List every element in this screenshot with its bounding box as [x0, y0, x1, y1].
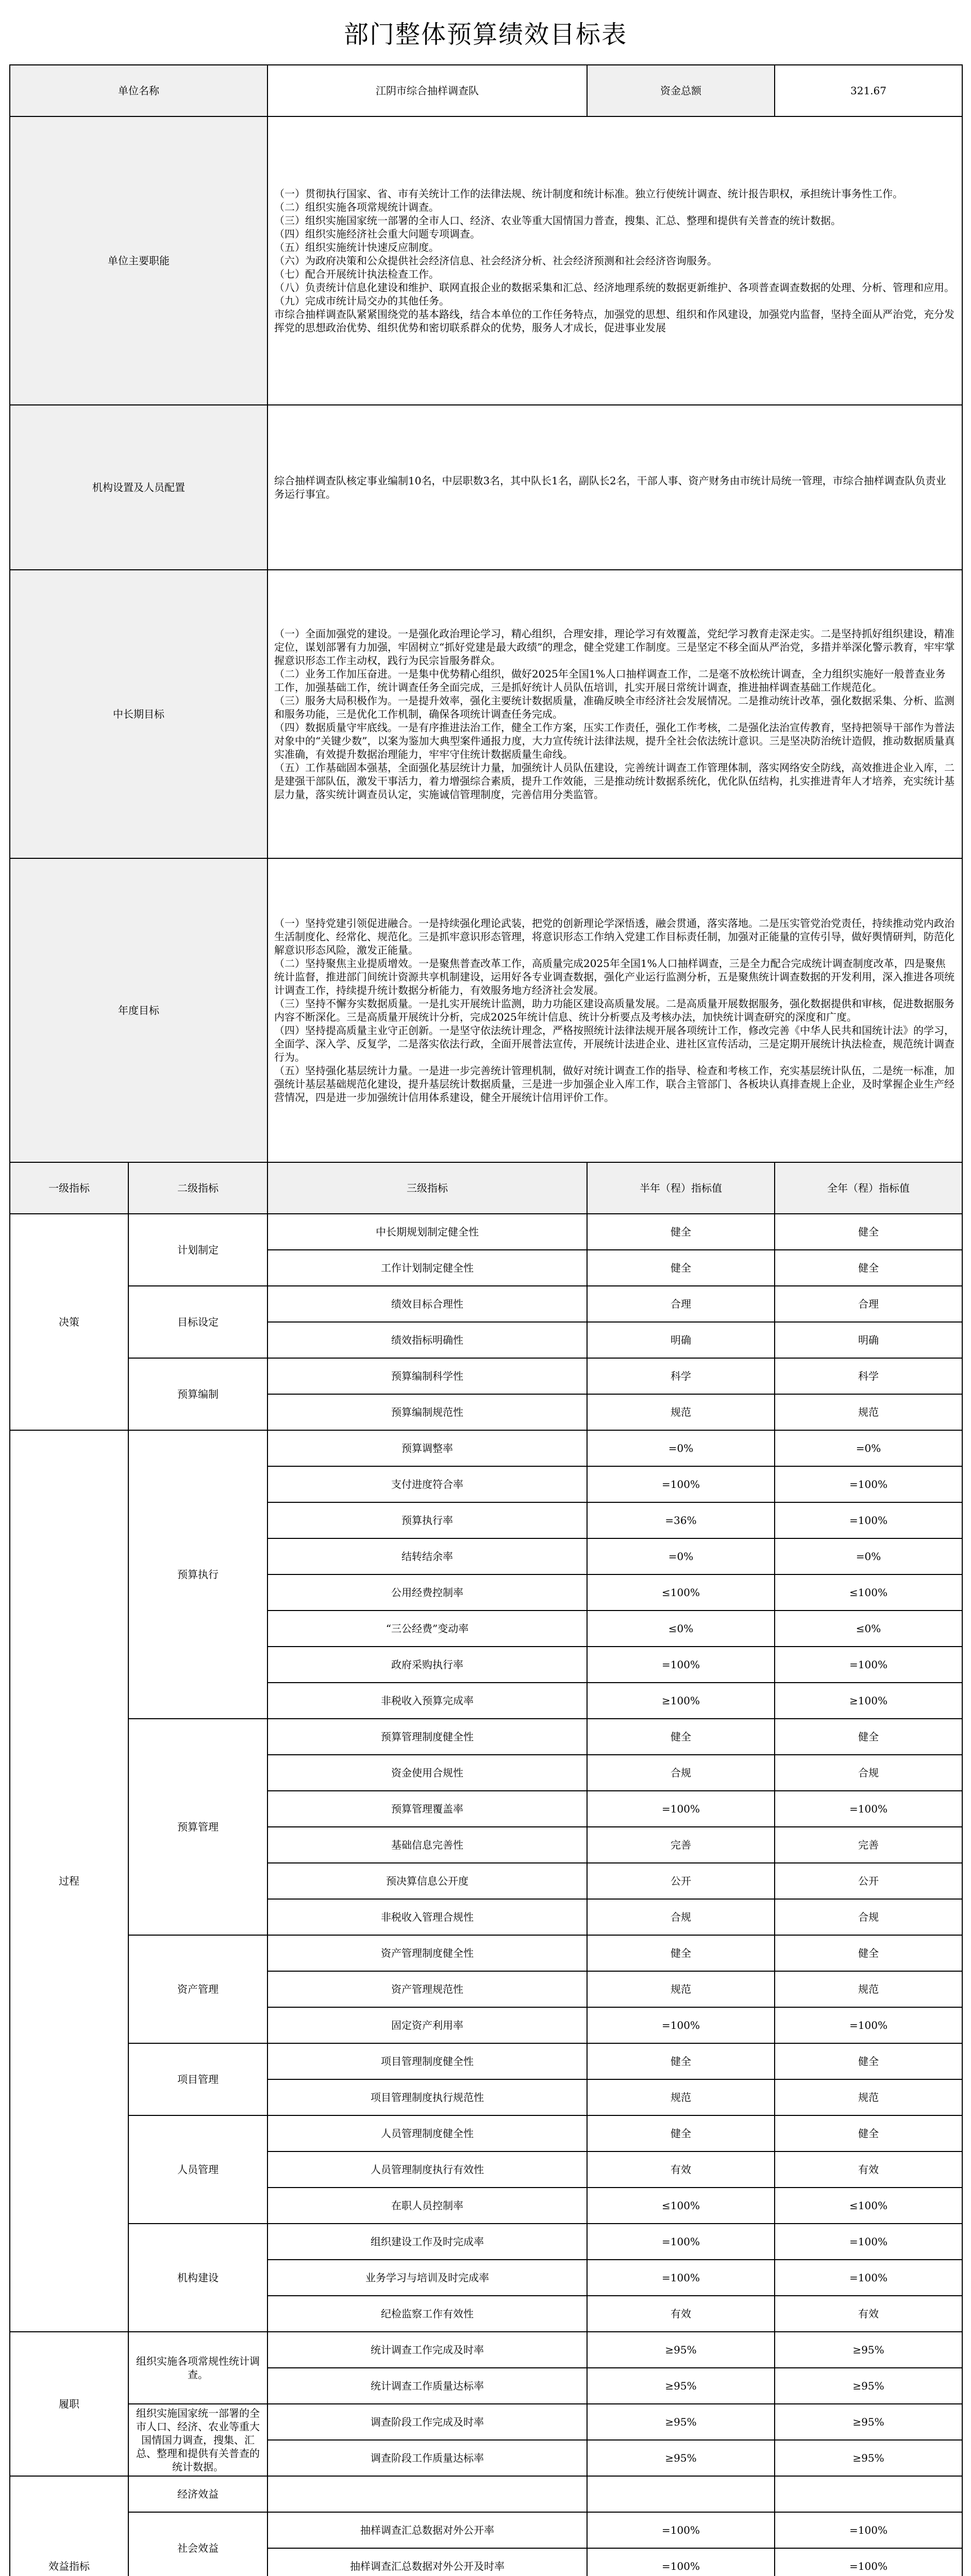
mid-goal-para: （五）工作基础固本强基，全面强化基层统计力量，加强统计人员队伍建设，完善统计调查工作管理体制，落实网络安全防线，高效推进企业入库，二是建强干部队伍，激发干事活力，着力增强综合素质，提升工作效能，三是推动统计数据系统化，优化队伍结构，扎实推进青年人才培养，充实统计基层力量，落实统计调查员认定，实施诚信管理制度，完善信用分类监管。 — [274, 761, 955, 801]
full-year-value: ≤0% — [775, 1611, 962, 1647]
half-year-value: 有效 — [587, 2296, 775, 2332]
half-year-value: ≤0% — [587, 1611, 775, 1647]
level3-indicator: 项目管理制度健全性 — [267, 2043, 587, 2079]
org-text: 综合抽样调查队核定事业编制10名，中层职数3名，其中队长1名，副队长2名，干部人事、资产财务由市统计局统一管理，市综合抽样调查队负责业务运行事宜。 — [267, 405, 962, 570]
full-year-value: =100% — [775, 2548, 962, 2576]
full-year-value: 健全 — [775, 2115, 962, 2151]
indicator-row — [10, 2224, 962, 2260]
duties-para: 市综合抽样调查队紧紧围绕党的基本路线，结合本单位的工作任务特点，加强党的思想、组织和作风建设，加强党内监督，坚持全面从严治党，充分发挥党的思想政治优势、组织优势和密切联系群众的优势，服务人才成长，促进事业发展 — [274, 308, 955, 334]
half-year-value: 健全 — [587, 1214, 775, 1250]
indicator-row — [10, 1286, 962, 1322]
half-year-value: 公开 — [587, 1863, 775, 1899]
full-year-value: 健全 — [775, 1719, 962, 1755]
full-year-value: =100% — [775, 1791, 962, 1827]
level2-indicator: 目标设定 — [128, 1286, 267, 1358]
full-year-value: 合理 — [775, 1286, 962, 1322]
level3-indicator: “三公经费”变动率 — [267, 1611, 587, 1647]
year-goal-para: （四）坚持提高质量主业守正创新。一是坚守依法统计理念，严格按照统计法律法规开展各项统计工作，修改完善《中华人民共和国统计法》的学习，全面学、深入学、反复学，二是落实依法行政，全面开展普法宣传，开展统计法进企业、进社区宣传活动，三是定期开展统计执法检查，规范统计调查行为。 — [274, 1024, 955, 1063]
half-year-value: 合理 — [587, 1286, 775, 1322]
full-year-value: 健全 — [775, 1250, 962, 1286]
level3-indicator: 绩效指标明确性 — [267, 1322, 587, 1358]
full-year-value: 有效 — [775, 2151, 962, 2188]
level2-indicator: 计划制定 — [128, 1214, 267, 1286]
half-year-value: 完善 — [587, 1827, 775, 1863]
half-year-value: 健全 — [587, 2115, 775, 2151]
budget-table — [9, 64, 963, 2576]
full-year-value: =100% — [775, 1502, 962, 1538]
mid-goal-para: （一）全面加强党的建设。一是强化政治理论学习，精心组织，合理安排，理论学习有效覆盖，党纪学习教育走深走实。二是坚持抓好组织建设，精准定位，谋划部署有力加强，牢固树立“抓好党建是最大政绩”的理念，健全党建工作制度。三是坚定不移全面从严治党，多措并举深化警示教育，牢牢掌握意识形态工作主动权，践行为民宗旨服务群众。 — [274, 628, 955, 667]
year-goal-para: （二）坚持聚焦主业提质增效。一是聚焦普查改革工作，高质量完成2025年全国1%人口抽样调查，三是全力配合完成统计调查制度改革，四是聚焦统计监督，推进部门间统计资源共享机制建设，运用好各专业调查数据，强化产业运行监测分析，五是聚焦统计调查数据的开发利用，深入推进各项统计调查工作，持续提升统计数据分析能力，有效服务地方经济社会发展。 — [274, 957, 955, 996]
half-year-value: 规范 — [587, 1971, 775, 2007]
level3-indicator: 调查阶段工作完成及时率 — [267, 2404, 587, 2440]
duties-para: （一）贯彻执行国家、省、市有关统计工作的法律法规、统计制度和统计标准。独立行使统计调查、统计报告职权，承担统计事务性工作。 — [274, 188, 903, 200]
level3-indicator: 纪检监察工作有效性 — [267, 2296, 587, 2332]
half-year-value: 规范 — [587, 1394, 775, 1430]
full-year-value: =100% — [775, 2512, 962, 2548]
level3-indicator: 预算管理制度健全性 — [267, 1719, 587, 1755]
indicator-row — [10, 1214, 962, 1250]
level3-indicator — [267, 2476, 587, 2512]
header-full-year: 全年（程）指标值 — [775, 1162, 962, 1214]
indicator-row — [10, 2404, 962, 2440]
duties-para: （九）完成市统计局交办的其他任务。 — [274, 295, 449, 307]
level3-indicator: 统计调查工作质量达标率 — [267, 2368, 587, 2404]
level3-indicator: 统计调查工作完成及时率 — [267, 2332, 587, 2368]
level3-indicator: 资产管理制度健全性 — [267, 1935, 587, 1971]
level3-indicator: 非税收入管理合规性 — [267, 1899, 587, 1935]
full-year-value: 健全 — [775, 1214, 962, 1250]
half-year-value: ≥95% — [587, 2332, 775, 2368]
level3-indicator: 资产管理规范性 — [267, 1971, 587, 2007]
full-year-value: 公开 — [775, 1863, 962, 1899]
mid-goals-label: 中长期目标 — [10, 570, 267, 858]
level1-indicator: 效益指标 — [10, 2476, 128, 2576]
half-year-value: =100% — [587, 1791, 775, 1827]
level1-indicator: 履职 — [10, 2332, 128, 2476]
half-year-value: 明确 — [587, 1322, 775, 1358]
full-year-value: ≤100% — [775, 2188, 962, 2224]
mid-goals-text — [267, 570, 962, 858]
full-year-value: =0% — [775, 1538, 962, 1574]
half-year-value: 规范 — [587, 2079, 775, 2115]
level3-indicator: 工作计划制定健全性 — [267, 1250, 587, 1286]
duties-label: 单位主要职能 — [10, 116, 267, 405]
level3-indicator: 中长期规划制定健全性 — [267, 1214, 587, 1250]
full-year-value: 规范 — [775, 1971, 962, 2007]
fund-total-label: 资金总额 — [587, 65, 775, 116]
full-year-value: 健全 — [775, 1935, 962, 1971]
half-year-value: ≥100% — [587, 1683, 775, 1719]
indicator-row — [10, 1719, 962, 1755]
full-year-value: =100% — [775, 1647, 962, 1683]
level2-indicator: 预算管理 — [128, 1719, 267, 1935]
half-year-value: ≥95% — [587, 2404, 775, 2440]
duties-para: （七）配合开展统计执法检查工作。 — [274, 268, 439, 280]
indicator-row — [10, 2512, 962, 2548]
header-level3: 三级指标 — [267, 1162, 587, 1214]
full-year-value: ≤100% — [775, 1574, 962, 1611]
header-half-year: 半年（程）指标值 — [587, 1162, 775, 1214]
level3-indicator: 公用经费控制率 — [267, 1574, 587, 1611]
duties-para: （四）组织实施经济社会重大问题专项调查。 — [274, 228, 480, 240]
full-year-value: =100% — [775, 2260, 962, 2296]
level1-indicator: 过程 — [10, 1430, 128, 2332]
full-year-value: =100% — [775, 2007, 962, 2043]
half-year-value — [587, 2476, 775, 2512]
unit-name-value: 江阴市综合抽样调查队 — [267, 65, 587, 116]
level3-indicator: 资金使用合规性 — [267, 1755, 587, 1791]
level3-indicator: 预算编制科学性 — [267, 1358, 587, 1394]
half-year-value: ≤100% — [587, 1574, 775, 1611]
duties-para: （六）为政府决策和公众提供社会经济信息、社会经济分析、社会经济预测和社会经济咨询服务。 — [274, 255, 717, 267]
half-year-value: 有效 — [587, 2151, 775, 2188]
level2-indicator: 预算编制 — [128, 1358, 267, 1430]
level3-indicator: 预算管理覆盖率 — [267, 1791, 587, 1827]
level3-indicator: 预决算信息公开度 — [267, 1863, 587, 1899]
level2-indicator: 组织实施各项常规性统计调查。 — [128, 2332, 267, 2404]
half-year-value: 健全 — [587, 1935, 775, 1971]
half-year-value: =100% — [587, 1466, 775, 1502]
level3-indicator: 基础信息完善性 — [267, 1827, 587, 1863]
level2-indicator: 机构建设 — [128, 2224, 267, 2332]
full-year-value: 合规 — [775, 1755, 962, 1791]
indicator-row — [10, 1358, 962, 1394]
half-year-value: =100% — [587, 2224, 775, 2260]
half-year-value: 合规 — [587, 1899, 775, 1935]
full-year-value: =100% — [775, 1466, 962, 1502]
full-year-value: 健全 — [775, 2043, 962, 2079]
full-year-value: 合规 — [775, 1899, 962, 1935]
half-year-value: =0% — [587, 1430, 775, 1466]
full-year-value: =100% — [775, 2224, 962, 2260]
half-year-value: 科学 — [587, 1358, 775, 1394]
level3-indicator: 固定资产利用率 — [267, 2007, 587, 2043]
level2-indicator: 人员管理 — [128, 2115, 267, 2224]
mid-goal-para: （二）业务工作加压奋进。一是集中优势精心组织，做好2025年全国1%人口抽样调查工作，二是毫不放松统计调查，全力组织实施好一般普查业务工作，加强基础工作，统计调查任务全面完成，三是抓好统计人员队伍培训，扎实开展日常统计调查，推进抽样调查基础工作规范化。 — [274, 668, 946, 693]
year-goal-para: （五）坚持强化基层统计力量。一是进一步完善统计管理机制，做好对统计调查工作的指导、检查和考核工作，充实基层统计队伍，二是统一标准，加强统计基层基础规范化建设，提升基层统计数据质量，三是进一步加强企业入库工作，联合主管部门、各板块认真排查规上企业，及时掌握企业生产经营情况，四是进一步加强统计信用体系建设，健全开展统计信用评价工作。 — [274, 1064, 955, 1104]
page-title: 部门整体预算绩效目标表 — [343, 20, 627, 49]
full-year-value: ≥100% — [775, 1683, 962, 1719]
header-level1: 一级指标 — [10, 1162, 128, 1214]
level3-indicator: 人员管理制度健全性 — [267, 2115, 587, 2151]
duties-para: （三）组织实施国家统一部署的全市人口、经济、农业等重大国情国力普查，搜集、汇总、整理和提供有关普查的统计数据。 — [274, 214, 841, 227]
unit-name-label: 单位名称 — [10, 65, 267, 116]
half-year-value: 健全 — [587, 1719, 775, 1755]
year-goal-para: （三）坚持不懈夯实数据质量。一是扎实开展统计监测，助力功能区建设高质量发展。二是高质量开展数据服务，强化数据提供和审核，促进数据服务内容不断深化。三是高质量开展统计分析，完成2025年统计信息、统计分析要点及考核办法，加快统计调查研究的深度和广度。 — [274, 997, 955, 1023]
level3-indicator: 调查阶段工作质量达标率 — [267, 2440, 587, 2476]
indicator-row — [10, 2332, 962, 2368]
duties-para: （八）负责统计信息化建设和维护、联网直报企业的数据采集和汇总、经济地理系统的数据更新维护、各项普查调查数据的处理、分析、管理和应用。 — [274, 281, 955, 294]
half-year-value: ≥95% — [587, 2368, 775, 2404]
level2-indicator: 预算执行 — [128, 1430, 267, 1719]
level3-indicator: 政府采购执行率 — [267, 1647, 587, 1683]
half-year-value: =0% — [587, 1538, 775, 1574]
level3-indicator: 预算调整率 — [267, 1430, 587, 1466]
half-year-value: 合规 — [587, 1755, 775, 1791]
duties-para: （二）组织实施各项常规统计调查。 — [274, 201, 439, 213]
full-year-value: ≥95% — [775, 2368, 962, 2404]
indicator-row — [10, 2476, 962, 2512]
half-year-value: 健全 — [587, 1250, 775, 1286]
org-label: 机构设置及人员配置 — [10, 405, 267, 570]
half-year-value: =100% — [587, 2260, 775, 2296]
half-year-value: =100% — [587, 2007, 775, 2043]
full-year-value: 规范 — [775, 1394, 962, 1430]
duties-para: （五）组织实施统计快速反应制度。 — [274, 241, 439, 253]
level3-indicator: 预算执行率 — [267, 1502, 587, 1538]
full-year-value: =0% — [775, 1430, 962, 1466]
half-year-value: 健全 — [587, 2043, 775, 2079]
level3-indicator: 业务学习与培训及时完成率 — [267, 2260, 587, 2296]
level3-indicator: 绩效目标合理性 — [267, 1286, 587, 1322]
level3-indicator: 抽样调查汇总数据对外公开及时率 — [267, 2548, 587, 2576]
full-year-value — [775, 2476, 962, 2512]
year-goals-text — [267, 858, 962, 1162]
year-goals-label: 年度目标 — [10, 858, 267, 1162]
half-year-value: =100% — [587, 2548, 775, 2576]
indicator-row — [10, 1935, 962, 1971]
level3-indicator: 在职人员控制率 — [267, 2188, 587, 2224]
full-year-value: 有效 — [775, 2296, 962, 2332]
level3-indicator: 项目管理制度执行规范性 — [267, 2079, 587, 2115]
fund-total-value: 321.67 — [775, 65, 962, 116]
level2-indicator: 项目管理 — [128, 2043, 267, 2115]
full-year-value: ≥95% — [775, 2440, 962, 2476]
indicator-row — [10, 2043, 962, 2079]
header-level2: 二级指标 — [128, 1162, 267, 1214]
level2-indicator: 社会效益 — [128, 2512, 267, 2576]
level3-indicator: 结转结余率 — [267, 1538, 587, 1574]
level2-indicator: 组织实施国家统一部署的全市人口、经济、农业等重大国情国力调查，搜集、汇总、整理和提供有关普查的统计数据。 — [128, 2404, 267, 2476]
full-year-value: 完善 — [775, 1827, 962, 1863]
half-year-value: ≥95% — [587, 2440, 775, 2476]
full-year-value: 规范 — [775, 2079, 962, 2115]
indicator-row — [10, 1430, 962, 1466]
half-year-value: =36% — [587, 1502, 775, 1538]
level3-indicator: 预算编制规范性 — [267, 1394, 587, 1430]
mid-goal-para: （四）数据质量守牢底线。一是有序推进法治工作，健全工作方案，压实工作责任，强化工作考核，二是强化法治宣传教育，坚持把领导干部作为普法对象中的“关键少数”，以案为鉴加大典型案件通报力度，大力宣传统计法律法规，提升全社会依法统计意识。三是坚决防治统计造假，推动数据质量真实准确，有效提升数据治理能力，牢牢守住统计数据质量生命线。 — [274, 721, 955, 760]
level1-indicator: 决策 — [10, 1214, 128, 1430]
full-year-value: ≥95% — [775, 2332, 962, 2368]
half-year-value: ≤100% — [587, 2188, 775, 2224]
indicator-row — [10, 2115, 962, 2151]
duties-text — [267, 116, 962, 405]
level3-indicator: 非税收入预算完成率 — [267, 1683, 587, 1719]
level3-indicator: 支付进度符合率 — [267, 1466, 587, 1502]
mid-goal-para: （三）服务大局积极作为。一是提升效率，强化主要统计数据质量，准确反映全市经济社会发展情况。二是推动统计改革，强化数据采集、分析、监测和服务功能，三是优化工作机制，确保各项统计调查任务完成。 — [274, 694, 955, 720]
level2-indicator: 经济效益 — [128, 2476, 267, 2512]
half-year-value: =100% — [587, 2512, 775, 2548]
level3-indicator: 组织建设工作及时完成率 — [267, 2224, 587, 2260]
level3-indicator: 抽样调查汇总数据对外公开率 — [267, 2512, 587, 2548]
full-year-value: ≥95% — [775, 2404, 962, 2440]
level2-indicator: 资产管理 — [128, 1935, 267, 2043]
level3-indicator: 人员管理制度执行有效性 — [267, 2151, 587, 2188]
full-year-value: 明确 — [775, 1322, 962, 1358]
full-year-value: 科学 — [775, 1358, 962, 1394]
year-goal-para: （一）坚持党建引领促进融合。一是持续强化理论武装，把党的创新理论学深悟透，融会贯通，落实落地。二是压实管党治党责任，持续推动党内政治生活制度化、经常化、规范化。三是抓牢意识形态管理，将意识形态工作纳入党建工作目标责任制，加强对正能量的宣传引导，做好舆情研判，防范化解意识形态风险，激发正能量。 — [274, 917, 955, 956]
half-year-value: =100% — [587, 1647, 775, 1683]
